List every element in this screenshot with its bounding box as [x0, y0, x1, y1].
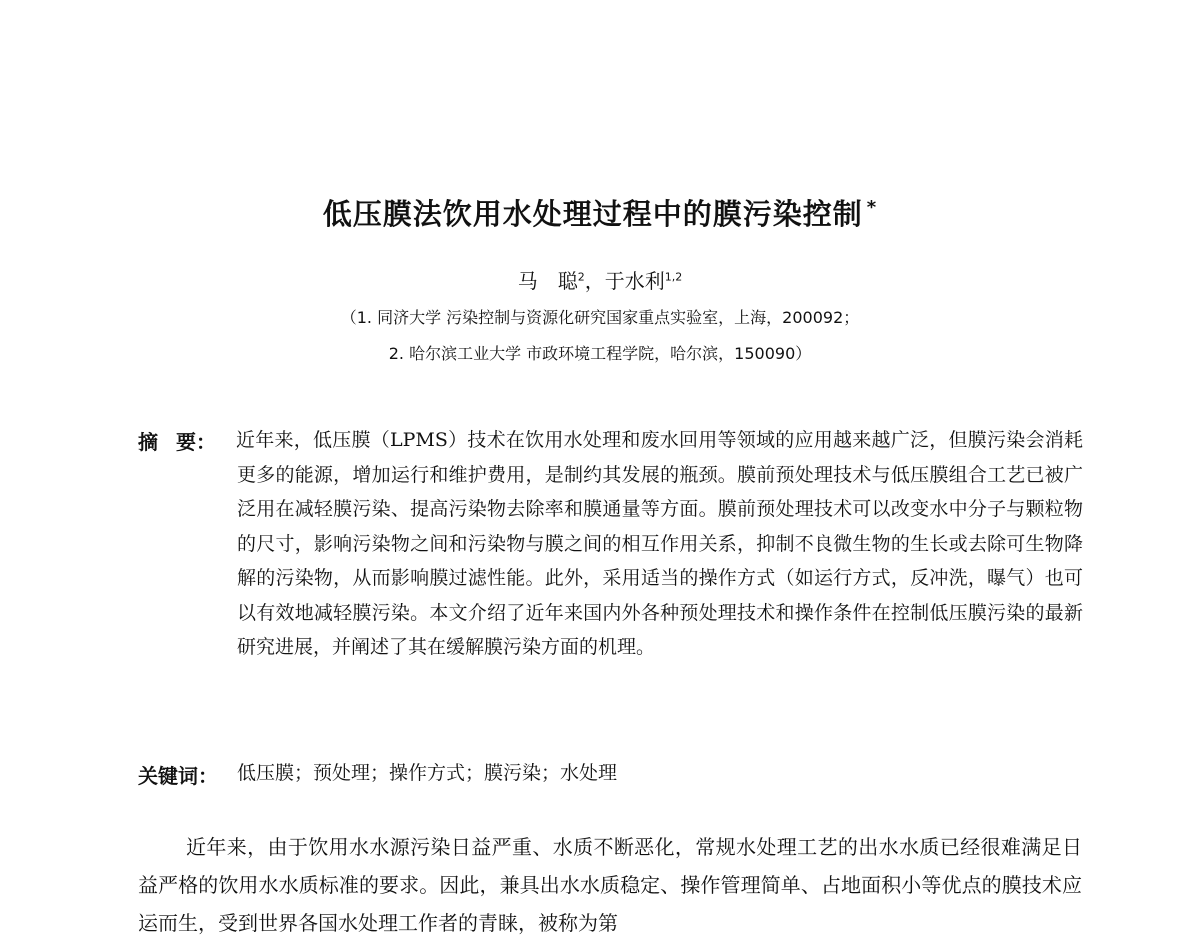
author-line [0, 265, 1200, 294]
author-1: 马 聪 [517, 269, 578, 293]
abstract-label-char-1: 摘 [138, 430, 158, 454]
abstract-label [138, 426, 216, 455]
affiliation-2: 2. 哈尔滨工业大学 市政环境工程学院，哈尔滨，150090） [388, 344, 812, 363]
abstract-label-colon: ： [196, 430, 216, 454]
author-2: 于水利 [604, 269, 665, 293]
title-footnote-mark: * [866, 197, 878, 219]
title-text: 低压膜法饮用水处理过程中的膜污染控制 [322, 197, 863, 231]
keywords-text: 低压膜；预处理；操作方式；膜污染；水处理 [237, 762, 618, 784]
abstract-label-char-2: 要 [176, 430, 196, 454]
keywords-label: 关键词： [138, 764, 218, 788]
paper-title [0, 192, 1200, 233]
abstract-text: 近年来，低压膜（LPMS）技术在饮用水处理和废水回用等领域的应用越来越广泛，但膜污染会消耗更多的能源，增加运行和维护费用，是制约其发展的瓶颈。膜前预处理技术与低压膜组合工艺已被广泛用在减轻膜污染、提高污染物去除率和膜通量等方面。膜前预处理技术可以改变水中分子与颗粒物的尺寸，影响污染物之间和污染物与膜之间的相互作用关系，抑制不良微生物的生长或去除可生物降解的污染物，从而影响膜过滤性能。此外，采用适当的操作方式（如运行方式，反冲洗，曝气）也可以有效地减轻膜污染。本文介绍了近年来国内外各种预处理技术和操作条件在控制低压膜污染的最新研究进展，并阐述了其在缓解膜污染方面的机理。 [236, 429, 1083, 658]
affiliation-1: （1. 同济大学 污染控制与资源化研究国家重点实验室，上海，200092； [340, 308, 860, 327]
author-2-affil: 1,2 [664, 270, 683, 284]
author-1-affil: 2 [577, 270, 585, 284]
author-separator: ， [584, 269, 605, 293]
body-paragraph: 近年来，由于饮用水水源污染日益严重、水质不断恶化，常规水处理工艺的出水水质已经很难满足日益严格的饮用水水质标准的要求。因此，兼具出水水质稳定、操作管理简单、占地面积小等优点的膜技术应运而生，受到世界各国水处理工作者的青睐，被称为第 [138, 835, 1082, 935]
